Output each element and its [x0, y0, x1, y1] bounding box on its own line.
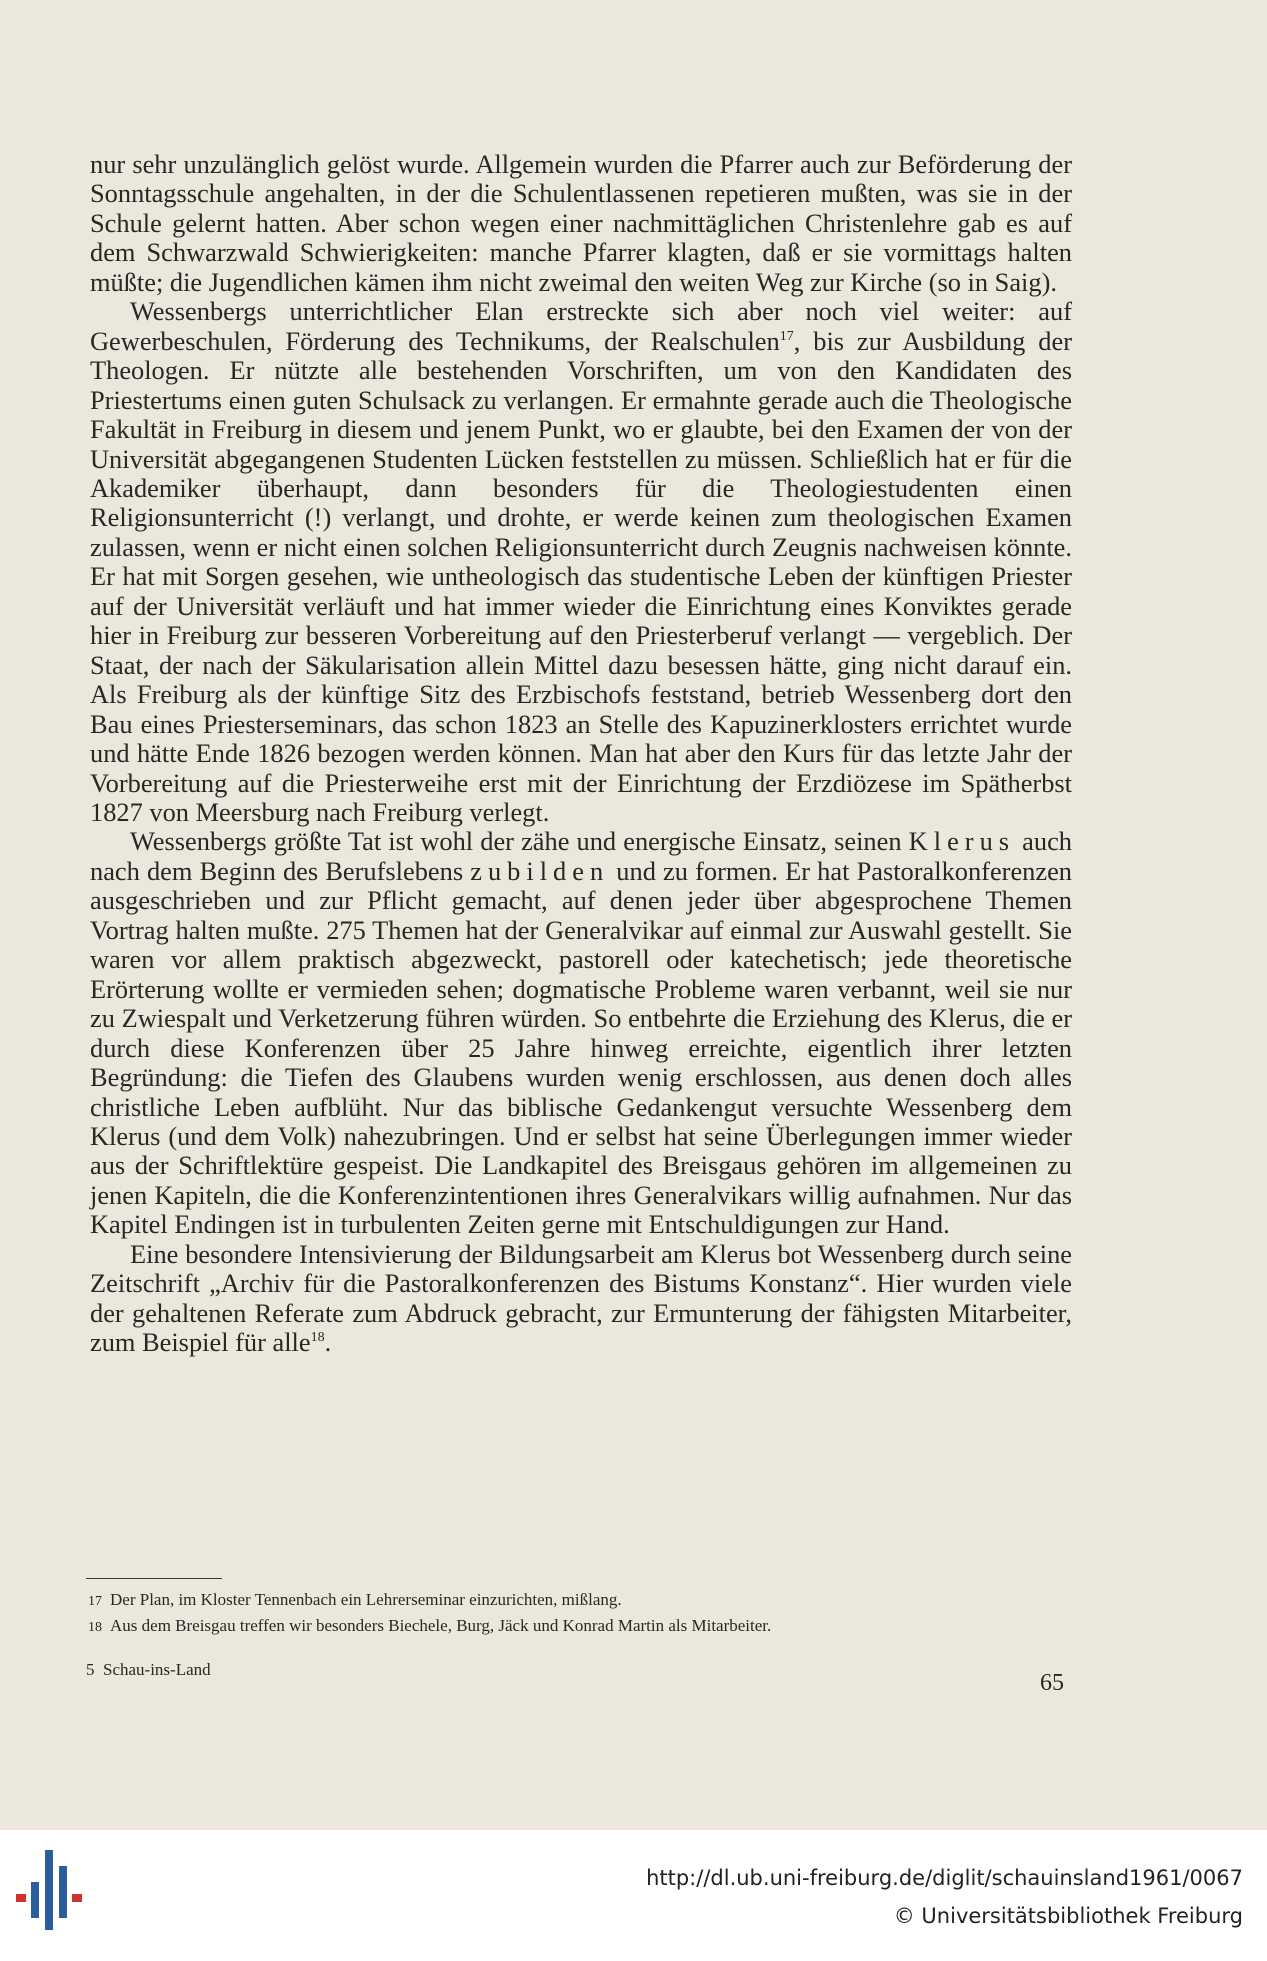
footnote-ref-17[interactable]: 17 — [779, 328, 794, 344]
body-text — [90, 150, 1072, 1358]
library-logo-icon — [14, 1846, 84, 1934]
footnotes — [88, 1588, 1078, 1640]
emphasis-klerus: Klerus — [908, 826, 1016, 857]
footnote-18 — [88, 1614, 1078, 1640]
paragraph-3 — [90, 827, 1072, 1239]
paragraph-4-part-a: Eine besondere Intensivierung der Bildungsarbeit am Klerus bot Wessenberg durch seine Zeitschrift „Archiv für die Pastoralkonferenzen des Bistums Konstanz“. Hier wurden viele der gehaltenen Referate zum Abdruck gebracht, zur Ermunterung der fähigsten Mitarbeiter, zum Beispiel für alle — [90, 1238, 1072, 1358]
paragraph-4-part-b: . — [324, 1327, 332, 1358]
footnote-text: Aus dem Breisgau treffen wir besonders Biechele, Burg, Jäck und Konrad Martin als Mitarbeiter. — [110, 1616, 772, 1635]
paragraph-1: nur sehr unzulänglich gelöst wurde. Allgemein wurden die Pfarrer auch zur Beförderung der Sonntagsschule angehalten, in der die Schulentlassenen repetieren mußten, was sie in der Schule gelernt hatten. Aber schon wegen einer nachmittäglichen Christenlehre gab es auf dem Schwarzwald Schwierigkeiten: manche Pfarrer klagten, daß er sie vormittags halten müßte; die Jugendlichen kämen ihm nicht zweimal den weiten Weg zur Kirche (so in Saig). — [90, 149, 1072, 297]
paragraph-2-part-b: , bis zur Ausbildung der Theologen. Er nützte alle bestehenden Vorschriften, um von den Kandidaten des Priestertums einen guten Schulsack zu verlangen. Er ermahnte gerade auch die Theologische Fakultät in Freiburg in diesem und jenem Punkt, wo er glaubte, bei den Examen der von der Universität abgegangenen Studenten Lücken feststellen zu müssen. Schließlich hat er für die Akademiker überhaupt, dann besonders für die Theologiestudenten einen Religionsunterricht (!) verlangt, und drohte, er werde keinen zum theologischen Examen zulassen, wenn er nicht einen solchen Religionsunterricht durch Zeugnis nachweisen könnte. Er hat mit Sorgen gesehen, wie untheologisch das studentische Leben der künftigen Priester auf der Universität verläuft und hat immer wieder die Einrichtung eines Konviktes gerade hier in Freiburg zur besseren Vorbereitung auf den Priesterberuf verlangt — vergeblich. Der Staat, der nach der Säkularisation allein Mittel dazu besessen hätte, ging nicht darauf ein. Als Freiburg als der künftige Sitz des Erzbischofs feststand, betrieb Wessenberg dort den Bau eines Priesterseminars, das schon 1823 an Stelle des Kapuzinerklosters errichtet wurde und hätte Ende 1826 bezogen werden können. Man hat aber den Kurs für das letzte Jahr der Vorbereitung auf die Priesterweihe erst mit der Einrichtung der Erzdiözese im Spätherbst 1827 von Meersburg nach Freiburg verlegt. — [90, 325, 1072, 827]
paragraph-2 — [90, 297, 1072, 827]
footer-bar — [0, 1830, 1267, 1961]
footnote-text: Der Plan, im Kloster Tennenbach ein Lehrerseminar einzurichten, mißlang. — [110, 1590, 622, 1609]
source-url-link[interactable]: http://dl.ub.uni-freiburg.de/diglit/schauinsland1961/0067 — [646, 1866, 1243, 1890]
footnote-number: 17 — [88, 1594, 102, 1609]
printer-signature: 5 Schau-ins-Land — [86, 1660, 211, 1679]
footnote-divider — [86, 1578, 222, 1579]
footnote-number: 18 — [88, 1620, 102, 1635]
footnote-ref-18[interactable]: 18 — [310, 1330, 325, 1346]
paragraph-3-part-a: Wessenbergs größte Tat ist wohl der zähe und energische Einsatz, seinen — [130, 826, 902, 857]
paragraph-2-part-a: Wessenbergs unterrichtlicher Elan erstreckte sich aber noch viel weiter: auf Gewerbeschulen, Förderung des Technikums, der Realschulen — [90, 296, 1072, 356]
page-number: 65 — [1040, 1670, 1064, 1696]
emphasis-zubilden: zubilden — [470, 855, 610, 886]
copyright-notice: © Universitätsbibliothek Freiburg — [893, 1904, 1243, 1928]
paragraph-4 — [90, 1240, 1072, 1358]
paragraph-3-part-c: und zu formen. Er hat Pastoralkonferenzen ausgeschrieben und zur Pflicht gemacht, auf denen jeder über abgesprochene Themen Vortrag halten mußte. 275 Themen hat der Generalvikar auf einmal zur Auswahl gestellt. Sie waren vor allem praktisch abgezweckt, pastorell oder katechetisch; jede theoretische Erörterung wollte er vermieden sehen; dogmatische Probleme waren verbannt, weil sie nur zu Zwiespalt und Verketzerung führen würden. So entbehrte die Erziehung des Klerus, die er durch diese Konferenzen über 25 Jahre hinweg erreichte, eigentlich ihrer letzten Begründung: die Tiefen des Glaubens wurden wenig erschlossen, aus denen doch alles christliche Leben aufblüht. Nur das biblische Gedankengut versuchte Wessenberg dem Klerus (und dem Volk) nahezubringen. Und er selbst hat seine Überlegungen immer wieder aus der Schriftlektüre gespeist. Die Landkapitel des Breisgaus gehören im allgemeinen zu jenen Kapiteln, die die Konferenzintentionen ihres Generalvikars willig aufnahmen. Nur das Kapitel Endingen ist in turbulenten Zeiten gerne mit Entschuldigungen zur Hand. — [90, 855, 1072, 1240]
paragraph-3-part-b: auch nach dem Beginn des Berufslebens — [90, 826, 1072, 886]
footnote-17 — [88, 1588, 1078, 1614]
